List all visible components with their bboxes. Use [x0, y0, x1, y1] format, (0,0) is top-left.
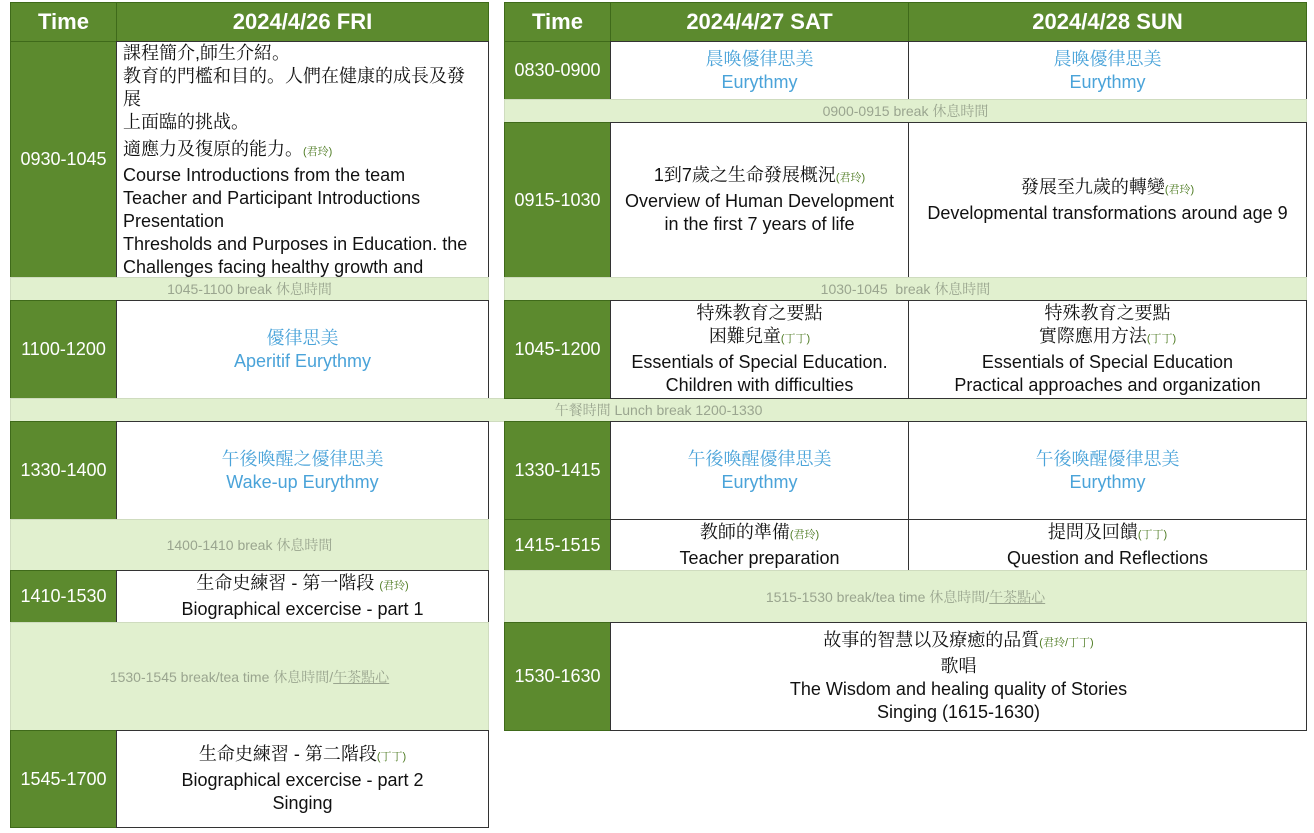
qr-title-line — [1048, 521, 1167, 547]
fri-break-1400 — [10, 519, 489, 571]
bio-title-en: Biographical excercise - part 1 — [181, 599, 424, 619]
lunch-break-label: 午餐時間 Lunch break 1200-1330 — [554, 402, 763, 418]
wk-break-0900 — [504, 99, 1307, 123]
prep-title-line — [700, 521, 819, 547]
instructor-tag: (丁丁) — [1146, 333, 1177, 345]
eurythmy-title-zh: 午後喚醒之優律思美 — [221, 448, 384, 469]
fri-time-1545-label: 1545-1700 — [20, 768, 107, 789]
special-title-zh: 特殊教育之要點 — [1044, 303, 1171, 323]
fri-intro-cell — [116, 41, 489, 278]
qr-title-en: Question and Reflections — [1006, 547, 1209, 568]
fri-time-0930 — [10, 41, 117, 278]
wk-time-1330-label: 1330-1415 — [514, 460, 601, 480]
story-singing-zh: 歌唱 — [940, 656, 977, 676]
wk-break-0900-label: 0900-0915 break 休息時間 — [822, 103, 989, 119]
eurythmy-title-en: Eurythmy — [1069, 471, 1146, 492]
bio-singing: Singing — [272, 793, 333, 813]
story-title-zh: 故事的智慧以及療癒的品質 — [823, 630, 1040, 650]
sat-special-education — [610, 300, 909, 399]
instructor-tag: (君玲) — [835, 172, 866, 184]
header-sun-label: 2024/4/28 SUN — [1032, 9, 1183, 34]
break-text: 1530-1545 break/tea time 休息時間/ — [109, 668, 334, 685]
dev-title-zh: 1到7歲之生命發展概況 — [653, 165, 836, 185]
bio-title-line — [196, 572, 408, 598]
fri-break-1530 — [10, 622, 489, 731]
qr-title-zh: 提問及回饋 — [1047, 521, 1138, 542]
wk-time-0830-label: 0830-0900 — [514, 60, 601, 80]
dev-title-en: in the first 7 years of life — [664, 214, 855, 234]
eurythmy-title-zh: 午後喚醒優律思美 — [1035, 448, 1180, 469]
eurythmy-title-zh: 優律思美 — [266, 327, 339, 348]
eurythmy-title-en: Wake-up Eurythmy — [226, 471, 379, 492]
instructor-tag: (君玲) — [789, 528, 820, 541]
wk-time-1330 — [504, 421, 611, 520]
fri-intro-line — [123, 138, 332, 164]
special-subtitle-zh: 實際應用方法 — [1038, 326, 1147, 346]
fri-time-1545 — [10, 730, 117, 828]
wk-time-1045 — [504, 300, 611, 399]
wk-time-1415 — [504, 519, 611, 571]
fri-time-0930-label: 0930-1045 — [20, 149, 107, 169]
sun-special-education — [908, 300, 1307, 399]
header-fri — [116, 2, 489, 42]
fri-intro-line: Thresholds and Purposes in Education. the — [123, 234, 468, 254]
bio-title-en: Biographical excercise - part 2 — [181, 770, 424, 790]
fri-intro-text: 適應力及復原的能力。 — [123, 139, 303, 159]
eurythmy-title-en: Eurythmy — [721, 71, 798, 92]
sat-teacher-preparation — [610, 519, 909, 571]
fri-break-1400-label: 1400-1410 break 休息時間 — [166, 537, 333, 553]
instructor-tag: (君玲) — [379, 580, 409, 592]
bio-title-line — [199, 743, 406, 769]
fri-break-1045 — [10, 277, 489, 301]
fri-intro-line: Course Introductions from the team — [123, 165, 406, 185]
fri-time-1100-label: 1100-1200 — [21, 339, 106, 359]
special-subtitle-line — [709, 325, 810, 351]
eurythmy-title-zh: 晨喚優律思美 — [705, 48, 814, 69]
prep-title-en: Teacher preparation — [679, 547, 840, 568]
wk-stories-singing — [610, 622, 1307, 731]
fri-time-1410 — [10, 570, 117, 623]
fri-break-1045-label: 1045-1100 break 休息時間 — [167, 281, 332, 297]
special-subtitle-zh: 困難兒童 — [708, 326, 781, 346]
eurythmy-title-en: Eurythmy — [721, 471, 798, 492]
fri-eurythmy-1330 — [116, 421, 489, 520]
instructor-tag: (丁丁) — [1137, 528, 1168, 541]
fri-bio-part2 — [116, 730, 489, 828]
instructor-tag: (丁丁) — [780, 333, 811, 345]
header-fri-label: 2024/4/26 FRI — [232, 9, 373, 34]
tea-link: 午茶點心 — [989, 588, 1046, 605]
fri-time-1410-label: 1410-1530 — [20, 586, 107, 606]
fri-intro-line: Presentation — [123, 211, 225, 231]
dev-title-zh: 發展至九歲的轉變 — [1020, 176, 1165, 197]
special-subtitle-line — [1039, 325, 1176, 351]
tea-link: 午茶點心 — [333, 668, 390, 685]
wk-time-1415-label: 1415-1515 — [514, 534, 601, 555]
header-time-right-label: Time — [532, 9, 583, 34]
prep-title-zh: 教師的準備 — [699, 521, 790, 542]
instructor-tag: (君玲/丁丁) — [1039, 637, 1094, 649]
sun-eurythmy-1330 — [908, 421, 1307, 520]
wk-time-1530-label: 1530-1630 — [514, 666, 601, 686]
sat-development — [610, 122, 909, 278]
fri-time-1100 — [10, 300, 117, 399]
fri-time-1330 — [10, 421, 117, 520]
fri-intro-line: 教育的門檻和目的。人們在健康的成長及發展 — [123, 66, 465, 109]
wk-break-1030 — [504, 277, 1307, 301]
fri-break-1530-label — [110, 667, 389, 687]
special-title-zh: 特殊教育之要點 — [696, 303, 823, 323]
wk-break-1515-label — [766, 587, 1045, 607]
special-subtitle-en: Practical approaches and organization — [954, 375, 1261, 395]
bio-title-zh: 生命史練習 - 第二階段 — [198, 744, 377, 764]
sat-eurythmy-1330 — [610, 421, 909, 520]
sat-eurythmy-0830 — [610, 41, 909, 100]
sun-eurythmy-0830 — [908, 41, 1307, 100]
fri-intro-line: Challenges facing healthy growth and — [123, 257, 424, 277]
fri-intro-line: Teacher and Participant Introductions — [123, 188, 421, 208]
bio-title-zh: 生命史練習 - 第一階段 — [196, 573, 375, 593]
header-time-right — [504, 2, 611, 42]
story-title-en: The Wisdom and healing quality of Stories — [789, 679, 1128, 699]
story-title-line — [823, 629, 1093, 655]
fri-eurythmy-1100 — [116, 300, 489, 399]
header-sat-label: 2024/4/27 SAT — [686, 9, 833, 34]
wk-time-0830 — [504, 41, 611, 100]
instructor-tag: (君玲) — [1164, 183, 1195, 196]
dev-title-en: Overview of Human Development — [624, 191, 895, 211]
wk-time-1530 — [504, 622, 611, 731]
eurythmy-title-zh: 晨喚優律思美 — [1053, 48, 1162, 69]
wk-break-1030-label: 1030-1045 break 休息時間 — [820, 281, 991, 297]
instructor-tag: (丁丁) — [376, 751, 407, 763]
wk-time-1045-label: 1045-1200 — [514, 339, 601, 359]
fri-time-1330-label: 1330-1400 — [20, 460, 107, 480]
special-title-en: Essentials of Special Education — [981, 352, 1234, 372]
instructor-tag: (君玲) — [303, 146, 333, 158]
wk-time-0915 — [504, 122, 611, 278]
fri-intro-line: 課程簡介,師生介紹。 — [123, 43, 291, 63]
lunch-break — [10, 398, 1307, 422]
fri-bio-part1 — [116, 570, 489, 623]
header-sun — [908, 2, 1307, 42]
sun-development — [908, 122, 1307, 278]
story-singing-en: Singing (1615-1630) — [876, 702, 1041, 722]
eurythmy-title-zh: 午後喚醒優律思美 — [687, 448, 832, 469]
header-time-left-label: Time — [38, 9, 89, 34]
eurythmy-title-en: Eurythmy — [1069, 71, 1146, 92]
header-sat — [610, 2, 909, 42]
dev-title-line — [1021, 176, 1194, 202]
sun-question-reflections — [908, 519, 1307, 571]
fri-intro-line: 上面臨的挑战。 — [123, 112, 249, 132]
wk-break-1515 — [504, 570, 1307, 623]
dev-title-line — [654, 164, 865, 190]
header-time-left — [10, 2, 117, 42]
wk-time-0915-label: 0915-1030 — [514, 189, 601, 210]
special-subtitle-en: Children with difficulties — [665, 375, 854, 395]
special-title-en: Essentials of Special Education. — [631, 352, 888, 372]
eurythmy-title-en: Aperitif Eurythmy — [233, 350, 372, 371]
dev-title-en: Developmental transformations around age 9 — [927, 202, 1288, 223]
break-text: 1515-1530 break/tea time 休息時間/ — [765, 588, 990, 605]
